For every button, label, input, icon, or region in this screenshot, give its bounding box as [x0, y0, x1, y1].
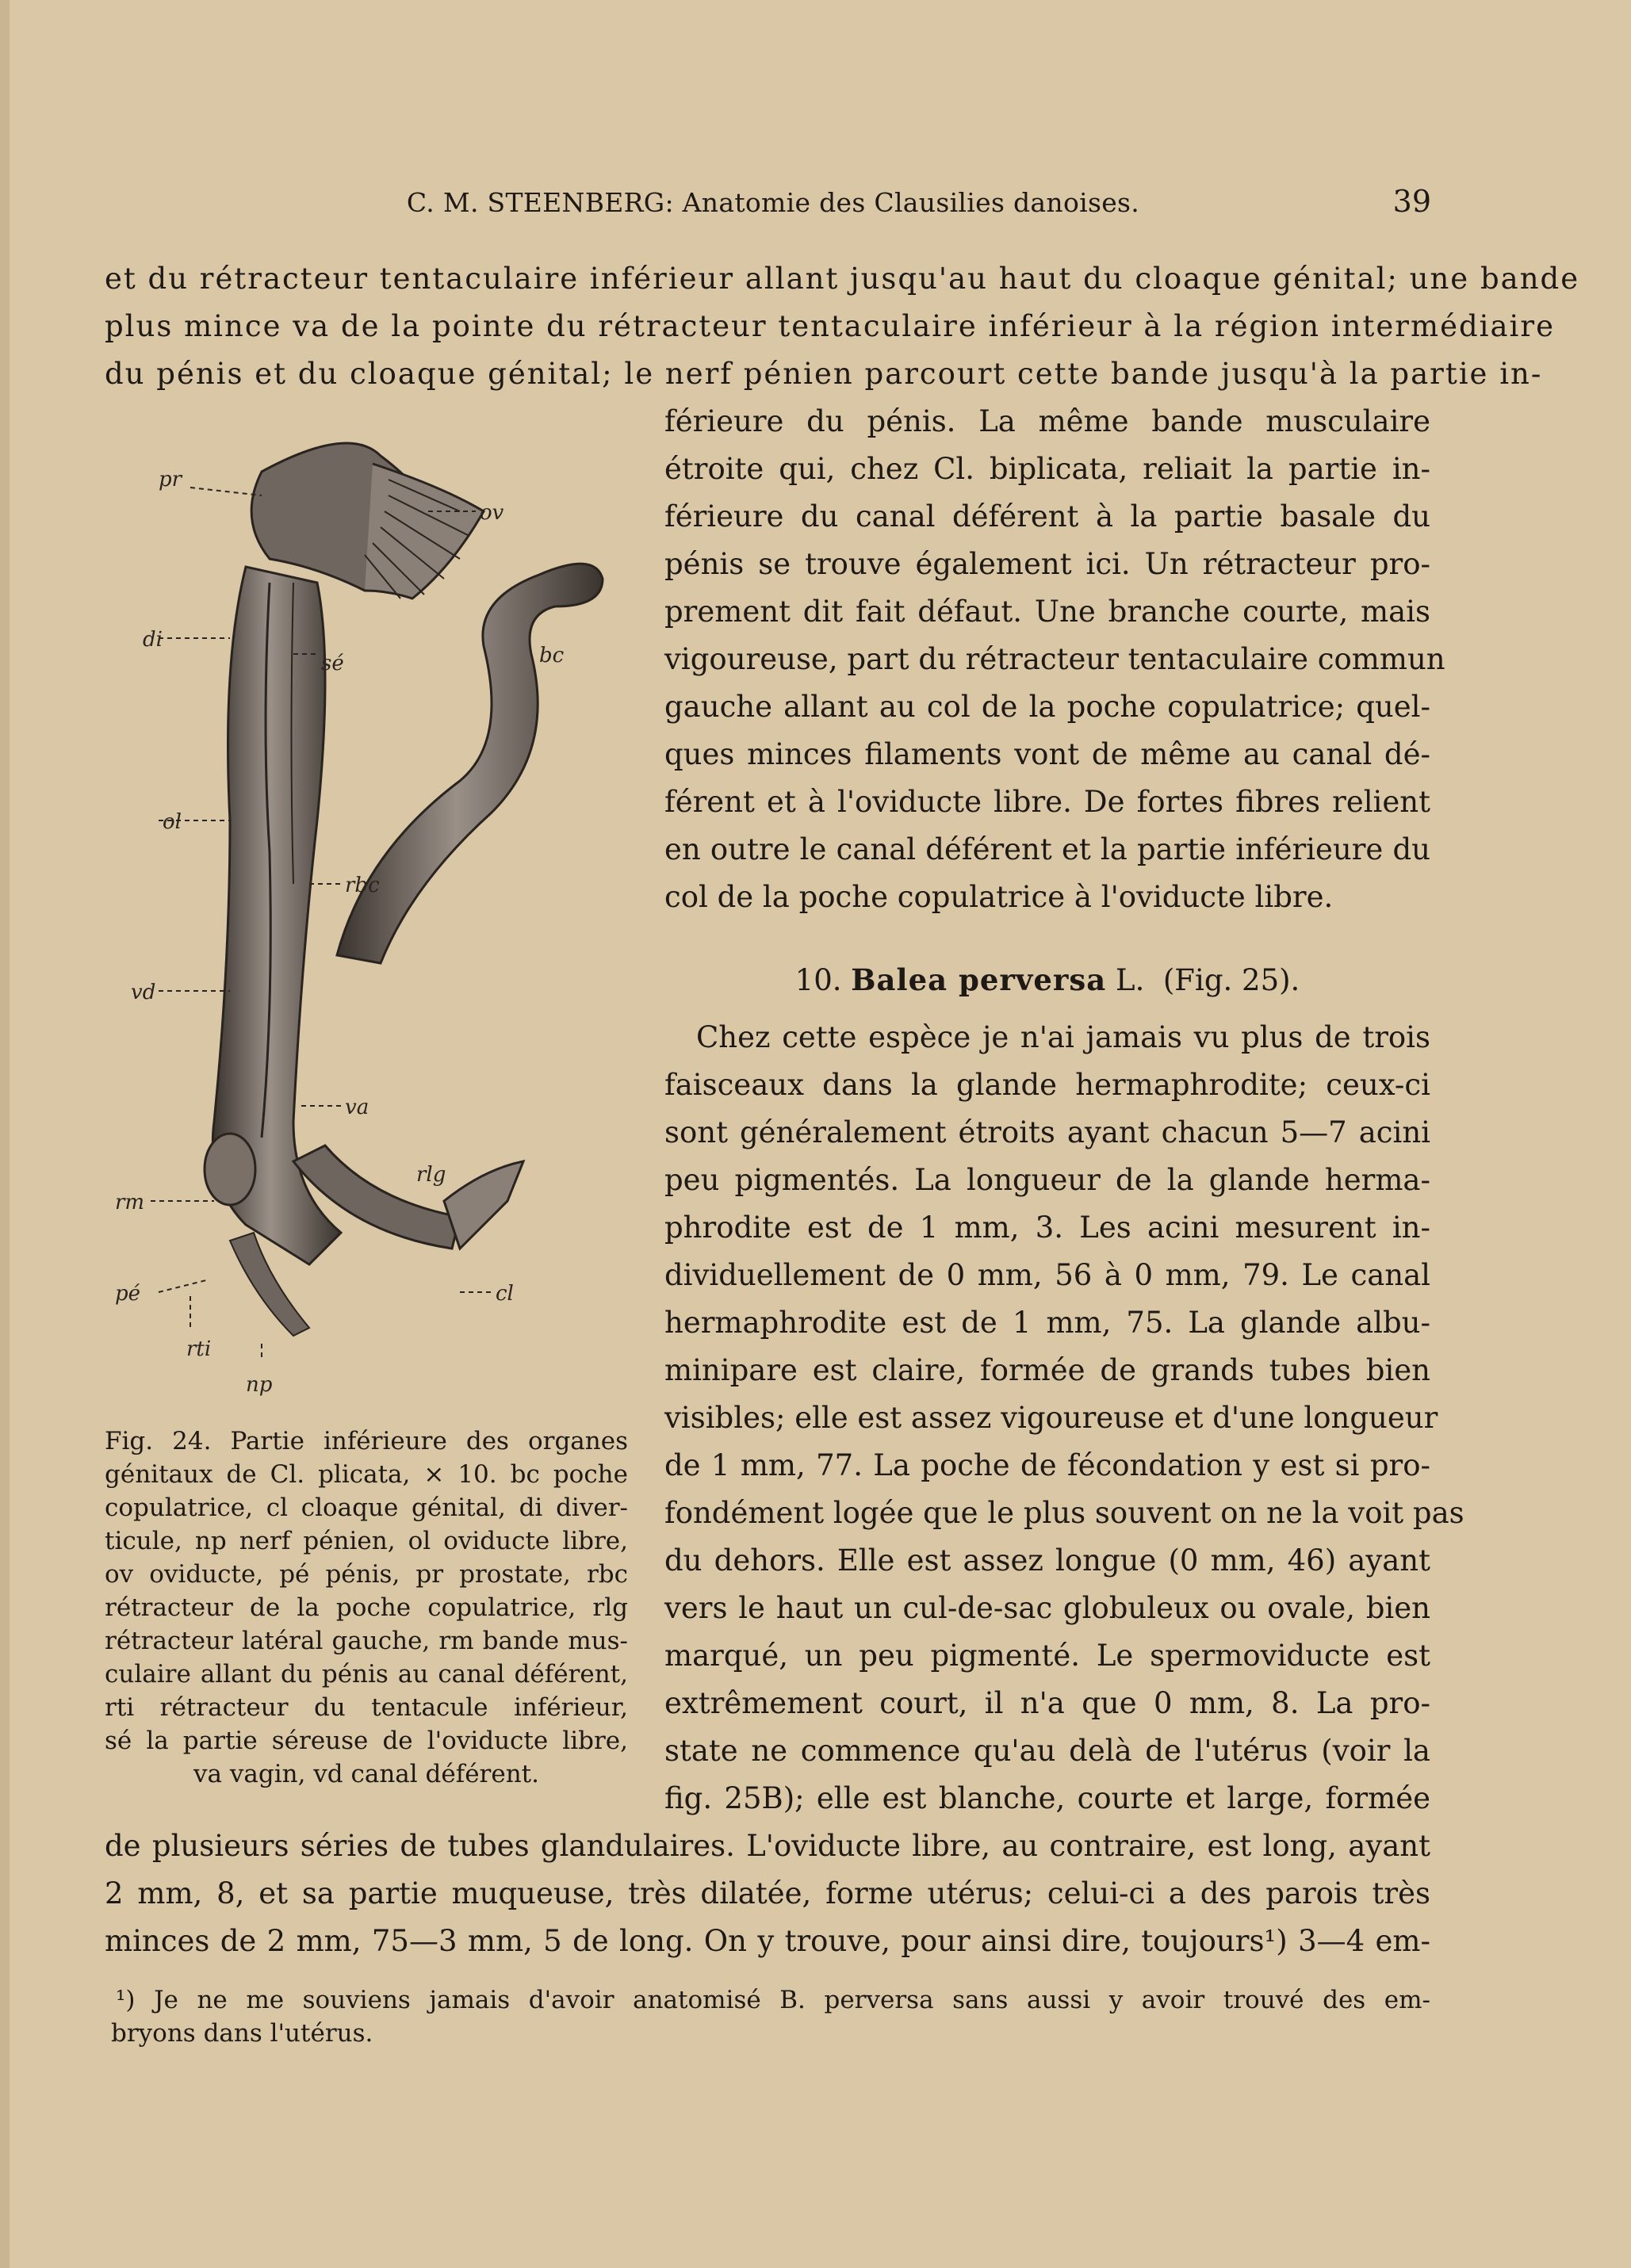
label-np: np: [246, 1373, 273, 1397]
text-line: étroite qui, chez Cl. biplicata, reliait la partie in-: [664, 452, 1430, 486]
text-line: fondément logée que le plus souvent on ne la voit pas: [664, 1496, 1464, 1530]
anatomical-drawing: [111, 408, 650, 1407]
footnote-line: bryons dans l'utérus.: [111, 2019, 373, 2048]
text-line: vigoureuse, part du rétracteur tentaculaire commun: [664, 642, 1445, 676]
text-line: de 1 mm, 77. La poche de fécondation y est si pro-: [664, 1448, 1430, 1482]
figure-caption-line: sé la partie séreuse de l'oviducte libre,: [105, 1727, 628, 1755]
label-rm: rm: [115, 1191, 145, 1214]
label-rbc: rbc: [345, 874, 380, 897]
figure-caption-line: génitaux de Cl. plicata, × 10. bc poche: [105, 1460, 628, 1489]
text-line: marqué, un peu pigmenté. Le spermoviducte est: [664, 1639, 1430, 1673]
running-title: C. M. STEENBERG: Anatomie des Clausilies danoises.: [406, 187, 1140, 218]
text-line: en outre le canal déférent et la partie inférieure du: [664, 832, 1430, 866]
page-number: 39: [1392, 184, 1431, 219]
text-line: férieure du pénis. La même bande musculaire: [664, 404, 1430, 438]
figure-caption-line: rti rétracteur du tentacule inférieur,: [105, 1693, 628, 1722]
figure-caption-line: ticule, np nerf pénien, ol oviducte libre,: [105, 1527, 628, 1555]
figure-24: [111, 408, 650, 1407]
text-line: minces de 2 mm, 75—3 mm, 5 de long. On y trouve, pour ainsi dire, toujours¹) 3—4 em-: [105, 1924, 1430, 1958]
section-figure-ref: (Fig. 25).: [1162, 963, 1300, 997]
text-line: gauche allant au col de la poche copulatrice; quel-: [664, 690, 1430, 724]
label-pr: pr: [159, 468, 182, 491]
figure-caption-line: rétracteur de la poche copulatrice, rlg: [105, 1593, 628, 1622]
text-line: férieure du canal déférent à la partie basale du: [664, 499, 1430, 534]
text-line: du dehors. Elle est assez longue (0 mm, 46) ayant: [664, 1543, 1430, 1578]
text-line: fig. 25B); elle est blanche, courte et large, formée: [664, 1781, 1430, 1815]
figure-caption-line: copulatrice, cl cloaque génital, di diver-: [105, 1494, 628, 1522]
label-pe: pé: [115, 1282, 141, 1306]
section-number: 10.: [794, 963, 842, 997]
text-line: state ne commence qu'au delà de l'utérus (voir la: [664, 1734, 1430, 1768]
label-bc: bc: [539, 644, 565, 667]
text-line: visibles; elle est assez vigoureuse et d'une longueur: [664, 1401, 1438, 1435]
label-rti: rti: [186, 1337, 212, 1361]
label-va: va: [345, 1096, 369, 1119]
section-species: Balea perversa: [851, 962, 1107, 997]
text-line: prement dit fait défaut. Une branche courte, mais: [664, 595, 1430, 629]
section-heading: [664, 962, 1430, 997]
text-line: et du rétracteur tentaculaire inférieur allant jusqu'au haut du cloaque génital; une bande: [105, 262, 1580, 296]
text-line: col de la poche copulatrice à l'oviducte libre.: [664, 880, 1334, 914]
label-ol: ol: [163, 810, 182, 834]
figure-caption-line: ov oviducte, pé pénis, pr prostate, rbc: [105, 1560, 628, 1589]
text-line: sont généralement étroits ayant chacun 5—7 acini: [664, 1115, 1430, 1149]
figure-caption-line: va vagin, vd canal déférent.: [193, 1760, 539, 1788]
figure-caption-line: culaire allant du pénis au canal déférent,: [105, 1660, 628, 1689]
footnote-line: ¹) Je ne me souviens jamais d'avoir anatomisé B. perversa sans aussi y avoir trouvé des em-: [116, 1986, 1430, 2014]
text-line: minipare est claire, formée de grands tubes bien: [664, 1353, 1430, 1387]
text-line: ques minces filaments vont de même au canal dé-: [664, 737, 1430, 771]
text-line: hermaphrodite est de 1 mm, 75. La glande albu-: [664, 1306, 1430, 1340]
text-line: pénis se trouve également ici. Un rétracteur pro-: [664, 547, 1430, 581]
label-se: sé: [321, 652, 344, 675]
text-line: 2 mm, 8, et sa partie muqueuse, très dilatée, forme utérus; celui-ci a des parois très: [105, 1876, 1430, 1910]
text-line: extrêmement court, il n'a que 0 mm, 8. La pro-: [664, 1686, 1430, 1720]
text-line: du pénis et du cloaque génital; le nerf pénien parcourt cette bande jusqu'à la partie in-: [105, 357, 1543, 391]
text-line: faisceaux dans la glande hermaphrodite; ceux-ci: [664, 1068, 1430, 1102]
text-line: peu pigmentés. La longueur de la glande herma-: [664, 1163, 1430, 1197]
label-cl: cl: [496, 1282, 514, 1306]
page-edge: [0, 0, 10, 2268]
text-line: Chez cette espèce je n'ai jamais vu plus de trois: [696, 1020, 1430, 1054]
label-rlg: rlg: [416, 1163, 446, 1187]
figure-caption-line: rétracteur latéral gauche, rm bande mus-: [105, 1627, 628, 1655]
label-di: di: [143, 628, 163, 652]
running-head: [103, 181, 1443, 228]
text-line: phrodite est de 1 mm, 3. Les acini mesurent in-: [664, 1210, 1430, 1245]
text-line: férent et à l'oviducte libre. De fortes fibres relient: [664, 785, 1430, 819]
label-ov: ov: [480, 501, 504, 525]
figure-caption-line: Fig. 24. Partie inférieure des organes: [105, 1427, 628, 1455]
text-line: plus mince va de la pointe du rétracteur tentaculaire inférieur à la région intermédiaire: [105, 309, 1555, 343]
text-line: de plusieurs séries de tubes glandulaires. L'oviducte libre, au contraire, est long, ayant: [105, 1829, 1430, 1863]
text-line: dividuellement de 0 mm, 56 à 0 mm, 79. Le canal: [664, 1258, 1430, 1292]
section-author: L.: [1116, 963, 1145, 997]
label-vd: vd: [131, 981, 156, 1004]
text-line: vers le haut un cul-de-sac globuleux ou ovale, bien: [664, 1591, 1430, 1625]
